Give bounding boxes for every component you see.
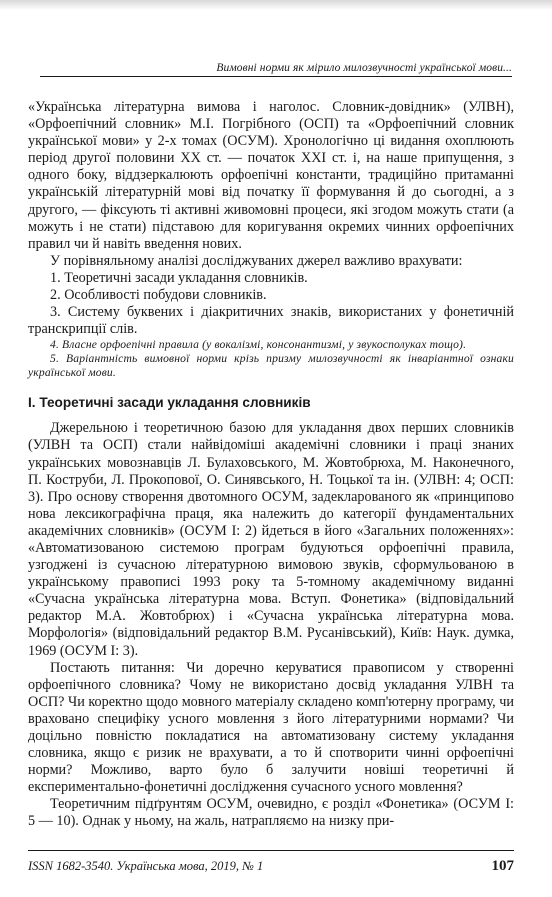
paragraph: Джерельною і теоретичною базою для укладання двох перших словників (УЛВН та ОСП) стали найвідоміші академічні словники і праці знаних українських мовознавців Л. Булаховського, М. Жовтобрюха, М. Наконечного, П. Коструби, Л. Прокопової, О. Синявського, Н. Тоцької та ін. (УЛВН: 4; ОСП: 3). Про основу створення двотомного ОСУМ, задекларованого як «принципово нова лексикографічна праця, яка належить до категорії фундаментальних академічних словників» (ОСУМ І: 2) йдеться в його «Загальних положеннях»: «Автоматизованою системою програм будуються орфоепічні правила, узгоджені із сучасною літературною вимовою звуків, сформульованою в українському правописі 1993 року та 5-томному академічному виданні «Сучасна українська літературна мова. Вступ. Фонетика» (відповідальний редактор М.А. Жовтобрюх) і «Сучасна українська літературна мова. Морфологія» (відповідальний редактор В.М. Русанівський), Київ: Наук. думка, 1969 (ОСУМ І: 3). (28, 420, 514, 659)
running-header: Вимовні норми як мірило милозвучності української мови... (40, 62, 512, 77)
paragraph: У порівняльному аналізі досліджуваних джерел важливо врахувати: (50, 252, 463, 269)
paragraph: Теоретичним підґрунтям ОСУМ, очевидно, є розділ «Фонетика» (ОСУМ І: 5 — 10). Однак у ньому, на жаль, натрапляємо на низку при- (28, 796, 514, 830)
list-item: 1. Теоретичні засади укладання словників. (50, 269, 308, 286)
page-number: 107 (491, 858, 514, 874)
section-heading: І. Теоретичні засади укладання словників (28, 395, 311, 411)
scan-edge-shadow (0, 0, 552, 10)
article-body (28, 99, 514, 831)
paragraph: Постають питання: Чи доречно керуватися правописом у створенні орфоепічного словника? Чому не використано досвід укладання УЛВН та ОСП? Чи коректно щодо мовного матеріалу складено комп'ютерну програму, чи враховано специфіку усного мовлення з його літературними нормами? Чи доцільно повністю покладатися на автоматизовану систему укладання словника, якщо є ризик не врахувати, а то й спотворити чинні орфоепічні норми? Можливо, варто було б залучити новіші теоретичні й експериментально-фонетичні дослідження сучасного усного мовлення? (28, 659, 514, 796)
criteria-list (28, 270, 514, 338)
page-footer (28, 850, 514, 875)
list-item-small: 5. Варіантність вимовної норми крізь призму милозвучності як інваріантної ознаки української мови. (28, 352, 514, 380)
journal-citation: ISSN 1682-3540. Українська мова, 2019, № 1 (28, 859, 264, 873)
list-item: 2. Особливості побудови словників. (50, 287, 267, 304)
paragraph: «Українська літературна вимова і наголос. Словник-довідник» (УЛВН), «Орфоепічний словник» М.І. Погрібного (ОСП) та «Орфоепічний словник української мови» у 2-х томах (ОСУМ). Хронологічно ці видання охоплюють період другої половини ХХ ст. — початок ХХІ ст. і, на наше припущення, з одного боку, віддзеркалюють орфоепічні константи, традиційно притаманні українській літературній мові від початку її формування й до сьогодні, а з другого, — фіксують ті активні живомовні процеси, які згодом можуть стати (а можуть і не стати) підставою для коригування окремих чинних орфоепічних правил чи й навіть введення нових. (28, 99, 514, 252)
list-item: 3. Систему буквених і діакритичних знаків, використаних у фонетичній транскрипції слів. (28, 304, 514, 338)
list-item-small: 4. Власне орфоепічні правила (у вокалізмі, консонантизмі, у звукосполуках тощо). (50, 338, 467, 352)
